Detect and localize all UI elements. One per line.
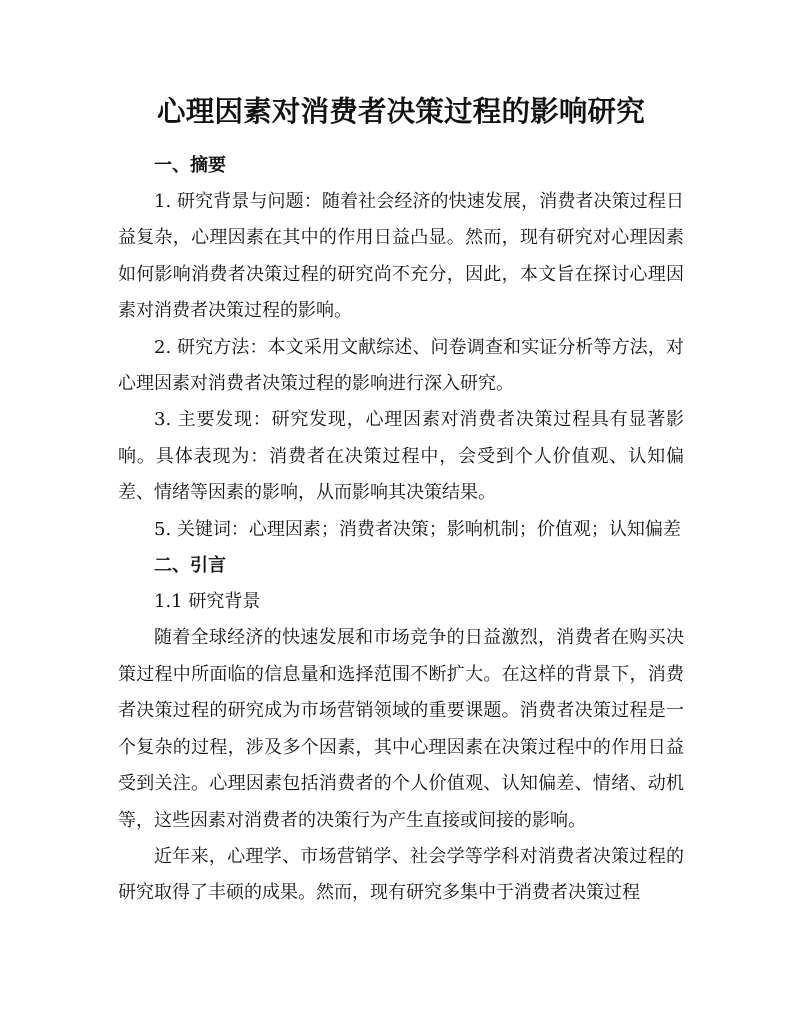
abstract-item-keywords: 5. 关键词：心理因素；消费者决策；影响机制；价值观；认知偏差 <box>154 518 681 540</box>
section-heading-abstract: 一、摘要 <box>154 155 226 176</box>
document-body <box>118 92 684 912</box>
abstract-item-background: 1. 研究背景与问题：随着社会经济的快速发展，消费者决策过程日益复杂，心理因素在其中的作用日益凸显。然而，现有研究对心理因素如何影响消费者决策过程的研究尚不充分，因此，本文旨在探讨心理因素对消费者决策过程的影响。 <box>118 191 684 322</box>
abstract-item-findings: 3. 主要发现：研究发现，心理因素对消费者决策过程具有显著影响。具体表现为：消费者在决策过程中，会受到个人价值观、认知偏差、情绪等因素的影响，从而影响其决策结果。 <box>118 409 684 504</box>
subsection-heading-background: 1.1 研究背景 <box>154 591 261 613</box>
section-heading-introduction: 二、引言 <box>154 555 226 577</box>
body-paragraph: 随着全球经济的快速发展和市场竞争的日益激烈，消费者在购买决策过程中所面临的信息量和选择范围不断扩大。在这样的背景下，消费者决策过程的研究成为市场营销领域的重要课题。消费者决策过程是一个复杂的过程，涉及多个因素，其中心理因素在决策过程中的作用日益受到关注。心理因素包括消费者的个人价值观、认知偏差、情绪、动机等，这些因素对消费者的决策行为产生直接或间接的影响。 <box>118 627 684 831</box>
document-title: 心理因素对消费者决策过程的影响研究 <box>157 95 645 128</box>
body-paragraph: 近年来，心理学、市场营销学、社会学等学科对消费者决策过程的研究取得了丰硕的成果。然而，现有研究多集中于消费者决策过程 <box>118 845 684 904</box>
abstract-item-method: 2. 研究方法：本文采用文献综述、问卷调查和实证分析等方法，对心理因素对消费者决策过程的影响进行深入研究。 <box>118 336 684 395</box>
